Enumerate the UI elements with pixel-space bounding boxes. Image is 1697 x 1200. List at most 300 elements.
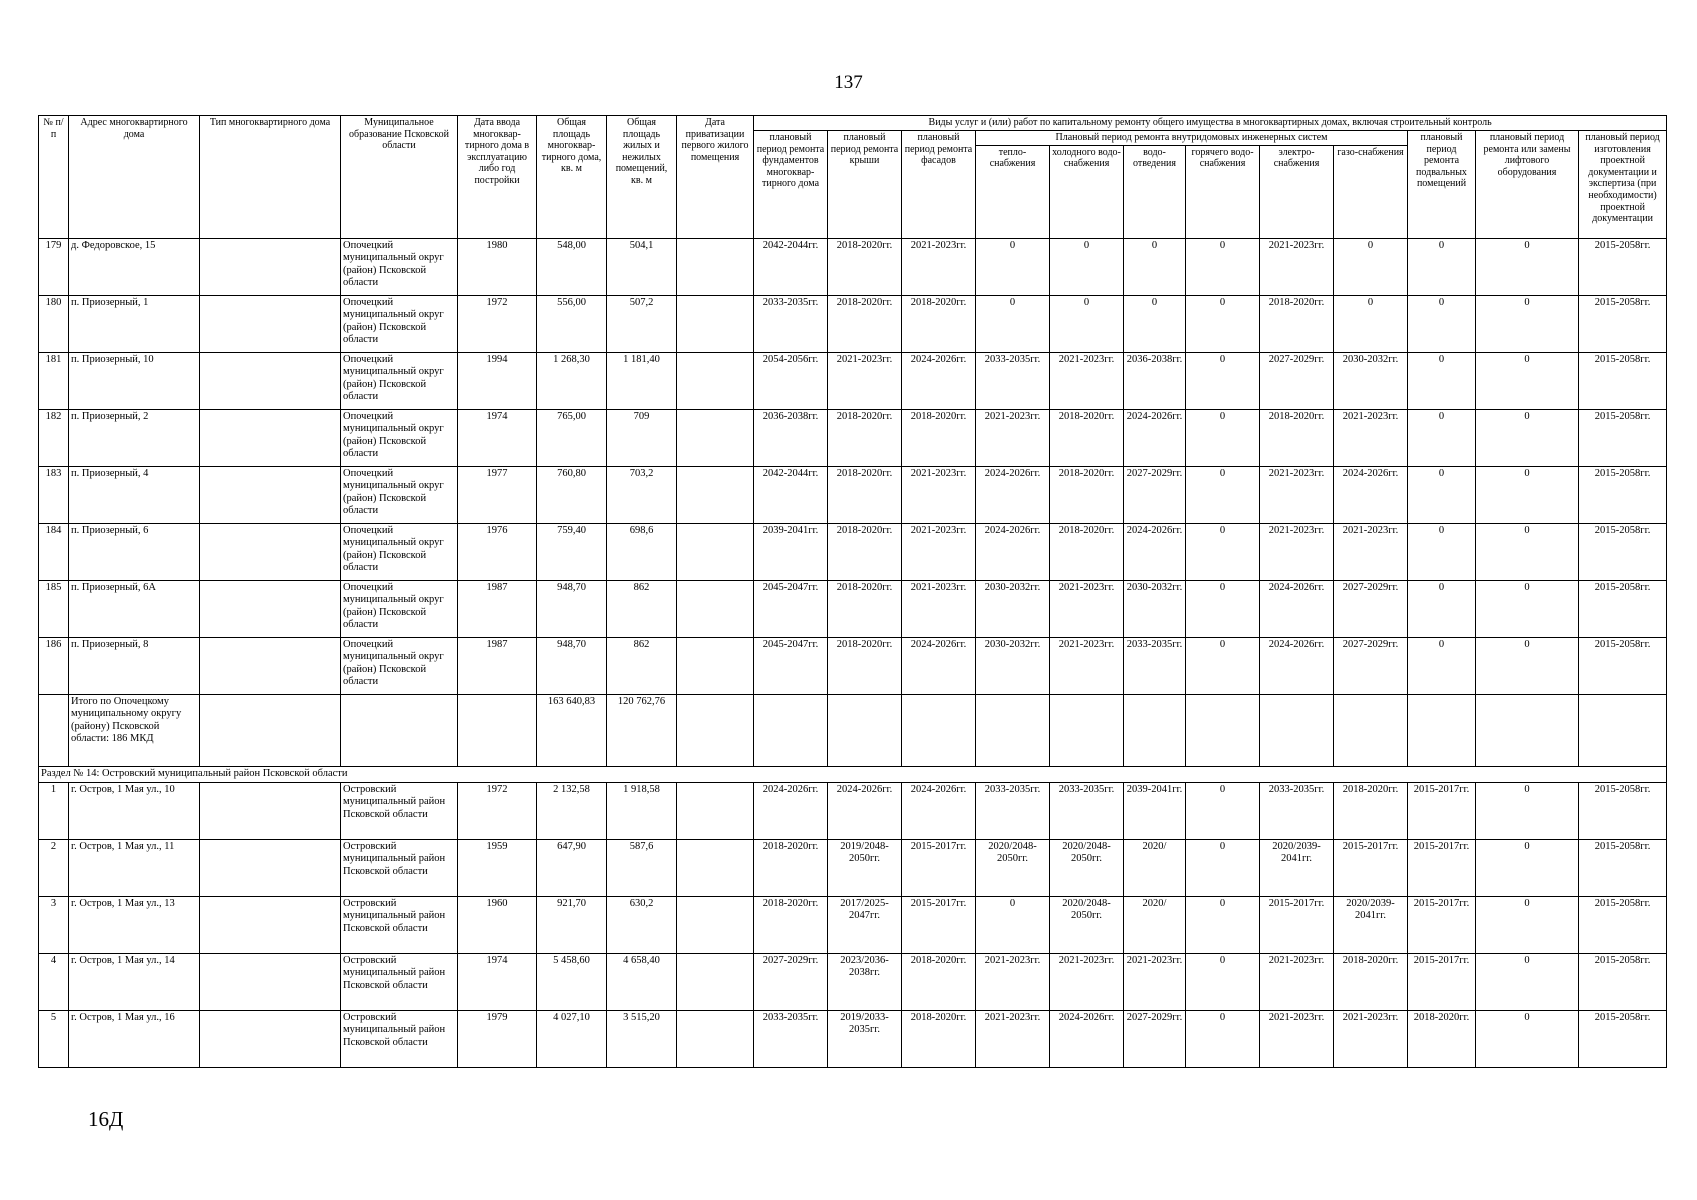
living-area-cell: 709 bbox=[607, 409, 677, 466]
address-cell: г. Остров, 1 Мая ул., 11 bbox=[69, 839, 200, 896]
table-row bbox=[39, 896, 1667, 953]
basement-cell: 0 bbox=[1408, 352, 1476, 409]
roof-cell: 2023/2036-2038гг. bbox=[828, 953, 902, 1010]
address-cell: г. Остров, 1 Мая ул., 16 bbox=[69, 1010, 200, 1067]
type-cell bbox=[200, 238, 341, 295]
elevator-cell: 0 bbox=[1476, 637, 1579, 694]
elevator-cell: 0 bbox=[1476, 953, 1579, 1010]
electricity-cell: 2021-2023гг. bbox=[1260, 466, 1334, 523]
page-number: 137 bbox=[834, 72, 863, 93]
row-number: 184 bbox=[39, 523, 69, 580]
heat-cell: 0 bbox=[976, 238, 1050, 295]
total-area-cell: 4 027,10 bbox=[537, 1010, 607, 1067]
address-cell: д. Федоровское, 15 bbox=[69, 238, 200, 295]
commission-year-cell: 1959 bbox=[458, 839, 537, 896]
facade-cell: 2018-2020гг. bbox=[902, 295, 976, 352]
row-number: 3 bbox=[39, 896, 69, 953]
col-address: Адрес многоквартирного дома bbox=[69, 116, 200, 239]
hot-water-cell: 0 bbox=[1186, 238, 1260, 295]
cold-water-cell: 2020/2048-2050гг. bbox=[1050, 896, 1124, 953]
row-number: 179 bbox=[39, 238, 69, 295]
living-area-cell: 862 bbox=[607, 637, 677, 694]
municipality-cell: Опочецкий муниципальный округ (район) Псковской области bbox=[341, 637, 458, 694]
living-area-cell: 1 181,40 bbox=[607, 352, 677, 409]
commission-year-cell: 1987 bbox=[458, 580, 537, 637]
privatization-cell bbox=[677, 839, 754, 896]
basement-cell: 0 bbox=[1408, 637, 1476, 694]
type-cell bbox=[200, 352, 341, 409]
living-area-cell: 504,1 bbox=[607, 238, 677, 295]
elevator-cell: 0 bbox=[1476, 409, 1579, 466]
electricity-cell: 2021-2023гг. bbox=[1260, 953, 1334, 1010]
section-title: Раздел № 14: Островский муниципальный район Псковской области bbox=[39, 766, 1667, 782]
table-row bbox=[39, 1010, 1667, 1067]
row-number: 186 bbox=[39, 637, 69, 694]
heat-cell: 2021-2023гг. bbox=[976, 953, 1050, 1010]
facade-cell: 2024-2026гг. bbox=[902, 352, 976, 409]
row-number: 5 bbox=[39, 1010, 69, 1067]
roof-cell: 2019/2048-2050гг. bbox=[828, 839, 902, 896]
privatization-cell bbox=[677, 295, 754, 352]
electricity-cell: 2021-2023гг. bbox=[1260, 238, 1334, 295]
electricity-cell: 2033-2035гг. bbox=[1260, 782, 1334, 839]
roof-cell: 2017/2025-2047гг. bbox=[828, 896, 902, 953]
col-hot-water: горячего водо-снабжения bbox=[1186, 145, 1260, 238]
elevator-cell: 0 bbox=[1476, 782, 1579, 839]
total-area-cell: 760,80 bbox=[537, 466, 607, 523]
commission-year-cell: 1960 bbox=[458, 896, 537, 953]
municipality-cell: Островский муниципальный район Псковской области bbox=[341, 896, 458, 953]
elevator-cell: 0 bbox=[1476, 839, 1579, 896]
total-area-cell: 948,70 bbox=[537, 637, 607, 694]
municipality-cell: Опочецкий муниципальный округ (район) Псковской области bbox=[341, 238, 458, 295]
roof-cell: 2018-2020гг. bbox=[828, 466, 902, 523]
commission-year-cell: 1974 bbox=[458, 953, 537, 1010]
hot-water-cell: 0 bbox=[1186, 523, 1260, 580]
cold-water-cell: 2018-2020гг. bbox=[1050, 523, 1124, 580]
commission-year-cell: 1977 bbox=[458, 466, 537, 523]
living-area-cell: 507,2 bbox=[607, 295, 677, 352]
drainage-cell: 2027-2029гг. bbox=[1124, 466, 1186, 523]
hot-water-cell: 0 bbox=[1186, 352, 1260, 409]
privatization-cell bbox=[677, 352, 754, 409]
cold-water-cell: 2033-2035гг. bbox=[1050, 782, 1124, 839]
drainage-cell: 2030-2032гг. bbox=[1124, 580, 1186, 637]
privatization-cell bbox=[677, 782, 754, 839]
design-cell: 2015-2058гг. bbox=[1579, 295, 1667, 352]
table-row bbox=[39, 637, 1667, 694]
heat-cell: 2030-2032гг. bbox=[976, 580, 1050, 637]
basement-cell: 0 bbox=[1408, 466, 1476, 523]
drainage-cell: 2027-2029гг. bbox=[1124, 1010, 1186, 1067]
address-cell: п. Приозерный, 10 bbox=[69, 352, 200, 409]
elevator-cell: 0 bbox=[1476, 295, 1579, 352]
elevator-cell: 0 bbox=[1476, 466, 1579, 523]
foundation-cell: 2042-2044гг. bbox=[754, 238, 828, 295]
type-cell bbox=[200, 896, 341, 953]
foundation-cell: 2033-2035гг. bbox=[754, 295, 828, 352]
commission-year-cell: 1974 bbox=[458, 409, 537, 466]
address-cell: п. Приозерный, 8 bbox=[69, 637, 200, 694]
gas-cell: 2021-2023гг. bbox=[1334, 1010, 1408, 1067]
living-area-sum: 120 762,76 bbox=[607, 694, 677, 766]
gas-cell: 2024-2026гг. bbox=[1334, 466, 1408, 523]
design-cell: 2015-2058гг. bbox=[1579, 782, 1667, 839]
total-area-cell: 5 458,60 bbox=[537, 953, 607, 1010]
heat-cell: 2021-2023гг. bbox=[976, 409, 1050, 466]
gas-cell: 2015-2017гг. bbox=[1334, 839, 1408, 896]
municipality-cell: Опочецкий муниципальный округ (район) Псковской области bbox=[341, 295, 458, 352]
drainage-cell: 2020/ bbox=[1124, 896, 1186, 953]
table-body-opochka bbox=[39, 238, 1667, 694]
col-cold-water: холодного водо-снабжения bbox=[1050, 145, 1124, 238]
municipality-cell: Опочецкий муниципальный округ (район) Псковской области bbox=[341, 466, 458, 523]
gas-cell: 2027-2029гг. bbox=[1334, 580, 1408, 637]
design-cell: 2015-2058гг. bbox=[1579, 637, 1667, 694]
hot-water-cell: 0 bbox=[1186, 409, 1260, 466]
foundation-cell: 2054-2056гг. bbox=[754, 352, 828, 409]
roof-cell: 2018-2020гг. bbox=[828, 580, 902, 637]
drainage-cell: 0 bbox=[1124, 295, 1186, 352]
col-roof: плановый период ремонта крыши bbox=[828, 131, 902, 239]
living-area-cell: 703,2 bbox=[607, 466, 677, 523]
privatization-cell bbox=[677, 409, 754, 466]
municipality-cell: Островский муниципальный район Псковской области bbox=[341, 782, 458, 839]
cold-water-cell: 2021-2023гг. bbox=[1050, 953, 1124, 1010]
roof-cell: 2019/2033-2035гг. bbox=[828, 1010, 902, 1067]
roof-cell: 2018-2020гг. bbox=[828, 295, 902, 352]
electricity-cell: 2021-2023гг. bbox=[1260, 1010, 1334, 1067]
type-cell bbox=[200, 782, 341, 839]
type-cell bbox=[200, 953, 341, 1010]
heat-cell: 0 bbox=[976, 896, 1050, 953]
privatization-cell bbox=[677, 523, 754, 580]
design-cell: 2015-2058гг. bbox=[1579, 839, 1667, 896]
foundation-cell: 2039-2041гг. bbox=[754, 523, 828, 580]
commission-year-cell: 1980 bbox=[458, 238, 537, 295]
foundation-cell: 2033-2035гг. bbox=[754, 1010, 828, 1067]
drainage-cell: 2024-2026гг. bbox=[1124, 409, 1186, 466]
facade-cell: 2018-2020гг. bbox=[902, 1010, 976, 1067]
heat-cell: 2030-2032гг. bbox=[976, 637, 1050, 694]
drainage-cell: 2039-2041гг. bbox=[1124, 782, 1186, 839]
type-cell bbox=[200, 580, 341, 637]
table-row bbox=[39, 953, 1667, 1010]
basement-cell: 2015-2017гг. bbox=[1408, 896, 1476, 953]
gas-cell: 2018-2020гг. bbox=[1334, 953, 1408, 1010]
roof-cell: 2018-2020гг. bbox=[828, 238, 902, 295]
design-cell: 2015-2058гг. bbox=[1579, 580, 1667, 637]
gas-cell: 0 bbox=[1334, 238, 1408, 295]
cold-water-cell: 2018-2020гг. bbox=[1050, 466, 1124, 523]
living-area-cell: 862 bbox=[607, 580, 677, 637]
hot-water-cell: 0 bbox=[1186, 295, 1260, 352]
col-facade: плановый период ремонта фасадов bbox=[902, 131, 976, 239]
facade-cell: 2018-2020гг. bbox=[902, 409, 976, 466]
foundation-cell: 2045-2047гг. bbox=[754, 580, 828, 637]
engineering-group-header: Плановый период ремонта внутридомовых инженерных систем bbox=[976, 131, 1408, 146]
col-design: плановый период изготовления проектной документации и экспертиза (при необходимости) проектной документации bbox=[1579, 131, 1667, 239]
row-number: 180 bbox=[39, 295, 69, 352]
municipality-cell: Островский муниципальный район Псковской области bbox=[341, 1010, 458, 1067]
type-cell bbox=[200, 466, 341, 523]
municipality-cell: Островский муниципальный район Псковской области bbox=[341, 953, 458, 1010]
col-elevator: плановый период ремонта или замены лифтового оборудования bbox=[1476, 131, 1579, 239]
table-body-summary bbox=[39, 694, 1667, 782]
footer-mark: 16Д bbox=[88, 1107, 124, 1131]
electricity-cell: 2021-2023гг. bbox=[1260, 523, 1334, 580]
table-row bbox=[39, 238, 1667, 295]
gas-cell: 2021-2023гг. bbox=[1334, 409, 1408, 466]
design-cell: 2015-2058гг. bbox=[1579, 953, 1667, 1010]
elevator-cell: 0 bbox=[1476, 238, 1579, 295]
col-gas: газо-снабжения bbox=[1334, 145, 1408, 238]
col-foundation: плановый период ремонта фундаментов многоквар-тирного дома bbox=[754, 131, 828, 239]
electricity-cell: 2020/2039-2041гг. bbox=[1260, 839, 1334, 896]
gas-cell: 0 bbox=[1334, 295, 1408, 352]
col-commission: Дата ввода многоквар-тирного дома в эксплуатацию либо год постройки bbox=[458, 116, 537, 239]
table-row bbox=[39, 782, 1667, 839]
drainage-cell: 2021-2023гг. bbox=[1124, 953, 1186, 1010]
foundation-cell: 2045-2047гг. bbox=[754, 637, 828, 694]
privatization-cell bbox=[677, 238, 754, 295]
basement-cell: 0 bbox=[1408, 523, 1476, 580]
basement-cell: 2018-2020гг. bbox=[1408, 1010, 1476, 1067]
commission-year-cell: 1994 bbox=[458, 352, 537, 409]
elevator-cell: 0 bbox=[1476, 523, 1579, 580]
drainage-cell: 0 bbox=[1124, 238, 1186, 295]
table-row bbox=[39, 466, 1667, 523]
commission-year-cell: 1987 bbox=[458, 637, 537, 694]
basement-cell: 0 bbox=[1408, 580, 1476, 637]
total-area-cell: 765,00 bbox=[537, 409, 607, 466]
roof-cell: 2021-2023гг. bbox=[828, 352, 902, 409]
electricity-cell: 2018-2020гг. bbox=[1260, 409, 1334, 466]
municipality-cell: Островский муниципальный район Псковской области bbox=[341, 839, 458, 896]
elevator-cell: 0 bbox=[1476, 352, 1579, 409]
basement-cell: 0 bbox=[1408, 238, 1476, 295]
total-label: Итого по Опочецкому муниципальному округу (району) Псковской области: 186 МКД bbox=[69, 694, 200, 766]
address-cell: п. Приозерный, 6А bbox=[69, 580, 200, 637]
capital-repair-table bbox=[38, 115, 1667, 1068]
col-total-area: Общая площадь многоквар-тирного дома, кв. м bbox=[537, 116, 607, 239]
col-municipality: Муниципальное образование Псковской области bbox=[341, 116, 458, 239]
cold-water-cell: 2018-2020гг. bbox=[1050, 409, 1124, 466]
gas-cell: 2020/2039-2041гг. bbox=[1334, 896, 1408, 953]
type-cell bbox=[200, 839, 341, 896]
drainage-cell: 2024-2026гг. bbox=[1124, 523, 1186, 580]
drainage-cell: 2036-2038гг. bbox=[1124, 352, 1186, 409]
address-cell: п. Приозерный, 2 bbox=[69, 409, 200, 466]
facade-cell: 2015-2017гг. bbox=[902, 839, 976, 896]
table-row bbox=[39, 839, 1667, 896]
address-cell: г. Остров, 1 Мая ул., 14 bbox=[69, 953, 200, 1010]
drainage-cell: 2020/ bbox=[1124, 839, 1186, 896]
electricity-cell: 2024-2026гг. bbox=[1260, 580, 1334, 637]
hot-water-cell: 0 bbox=[1186, 782, 1260, 839]
address-cell: г. Остров, 1 Мая ул., 13 bbox=[69, 896, 200, 953]
facade-cell: 2015-2017гг. bbox=[902, 896, 976, 953]
cold-water-cell: 2021-2023гг. bbox=[1050, 352, 1124, 409]
privatization-cell bbox=[677, 896, 754, 953]
total-area-cell: 759,40 bbox=[537, 523, 607, 580]
living-area-cell: 698,6 bbox=[607, 523, 677, 580]
hot-water-cell: 0 bbox=[1186, 953, 1260, 1010]
address-cell: п. Приозерный, 6 bbox=[69, 523, 200, 580]
table-row bbox=[39, 580, 1667, 637]
facade-cell: 2024-2026гг. bbox=[902, 782, 976, 839]
cold-water-cell: 0 bbox=[1050, 238, 1124, 295]
facade-cell: 2021-2023гг. bbox=[902, 238, 976, 295]
row-number: 1 bbox=[39, 782, 69, 839]
municipality-cell: Опочецкий муниципальный округ (район) Псковской области bbox=[341, 580, 458, 637]
heat-cell: 2033-2035гг. bbox=[976, 782, 1050, 839]
hot-water-cell: 0 bbox=[1186, 896, 1260, 953]
electricity-cell: 2015-2017гг. bbox=[1260, 896, 1334, 953]
cold-water-cell: 0 bbox=[1050, 295, 1124, 352]
section-row bbox=[39, 766, 1667, 782]
foundation-cell: 2018-2020гг. bbox=[754, 839, 828, 896]
col-type: Тип многоквартирного дома bbox=[200, 116, 341, 239]
design-cell: 2015-2058гг. bbox=[1579, 352, 1667, 409]
total-row bbox=[39, 694, 1667, 766]
facade-cell: 2021-2023гг. bbox=[902, 466, 976, 523]
type-cell bbox=[200, 637, 341, 694]
heat-cell: 2033-2035гг. bbox=[976, 352, 1050, 409]
foundation-cell: 2042-2044гг. bbox=[754, 466, 828, 523]
foundation-cell: 2036-2038гг. bbox=[754, 409, 828, 466]
row-number: 183 bbox=[39, 466, 69, 523]
total-area-cell: 548,00 bbox=[537, 238, 607, 295]
total-area-cell: 1 268,30 bbox=[537, 352, 607, 409]
row-number: 4 bbox=[39, 953, 69, 1010]
elevator-cell: 0 bbox=[1476, 1010, 1579, 1067]
living-area-cell: 630,2 bbox=[607, 896, 677, 953]
foundation-cell: 2024-2026гг. bbox=[754, 782, 828, 839]
col-heat: тепло-снабжения bbox=[976, 145, 1050, 238]
electricity-cell: 2024-2026гг. bbox=[1260, 637, 1334, 694]
facade-cell: 2021-2023гг. bbox=[902, 580, 976, 637]
total-area-cell: 647,90 bbox=[537, 839, 607, 896]
gas-cell: 2018-2020гг. bbox=[1334, 782, 1408, 839]
basement-cell: 2015-2017гг. bbox=[1408, 839, 1476, 896]
facade-cell: 2018-2020гг. bbox=[902, 953, 976, 1010]
col-living-area: Общая площадь жилых и нежилых помещений, кв. м bbox=[607, 116, 677, 239]
works-group-header: Виды услуг и (или) работ по капитальному ремонту общего имущества в многоквартирных домах, включая строительный контроль bbox=[754, 116, 1667, 131]
design-cell: 2015-2058гг. bbox=[1579, 409, 1667, 466]
table-row bbox=[39, 352, 1667, 409]
col-privatization: Дата приватизации первого жилого помещения bbox=[677, 116, 754, 239]
total-area-cell: 921,70 bbox=[537, 896, 607, 953]
hot-water-cell: 0 bbox=[1186, 1010, 1260, 1067]
table-row bbox=[39, 409, 1667, 466]
municipality-cell: Опочецкий муниципальный округ (район) Псковской области bbox=[341, 523, 458, 580]
basement-cell: 2015-2017гг. bbox=[1408, 953, 1476, 1010]
cold-water-cell: 2020/2048-2050гг. bbox=[1050, 839, 1124, 896]
electricity-cell: 2027-2029гг. bbox=[1260, 352, 1334, 409]
type-cell bbox=[200, 523, 341, 580]
heat-cell: 2024-2026гг. bbox=[976, 466, 1050, 523]
col-num: № п/п bbox=[39, 116, 69, 239]
living-area-cell: 4 658,40 bbox=[607, 953, 677, 1010]
foundation-cell: 2027-2029гг. bbox=[754, 953, 828, 1010]
table-row bbox=[39, 295, 1667, 352]
gas-cell: 2021-2023гг. bbox=[1334, 523, 1408, 580]
row-number: 181 bbox=[39, 352, 69, 409]
row-number: 185 bbox=[39, 580, 69, 637]
design-cell: 2015-2058гг. bbox=[1579, 466, 1667, 523]
address-cell: п. Приозерный, 1 bbox=[69, 295, 200, 352]
design-cell: 2015-2058гг. bbox=[1579, 1010, 1667, 1067]
foundation-cell: 2018-2020гг. bbox=[754, 896, 828, 953]
hot-water-cell: 0 bbox=[1186, 466, 1260, 523]
hot-water-cell: 0 bbox=[1186, 637, 1260, 694]
privatization-cell bbox=[677, 953, 754, 1010]
commission-year-cell: 1972 bbox=[458, 295, 537, 352]
basement-cell: 0 bbox=[1408, 295, 1476, 352]
row-number: 2 bbox=[39, 839, 69, 896]
privatization-cell bbox=[677, 466, 754, 523]
address-cell: г. Остров, 1 Мая ул., 10 bbox=[69, 782, 200, 839]
facade-cell: 2024-2026гг. bbox=[902, 637, 976, 694]
elevator-cell: 0 bbox=[1476, 896, 1579, 953]
col-electricity: электро-снабжения bbox=[1260, 145, 1334, 238]
col-basement: плановый период ремонта подвальных помещений bbox=[1408, 131, 1476, 239]
living-area-cell: 1 918,58 bbox=[607, 782, 677, 839]
privatization-cell bbox=[677, 580, 754, 637]
living-area-cell: 587,6 bbox=[607, 839, 677, 896]
cold-water-cell: 2021-2023гг. bbox=[1050, 637, 1124, 694]
type-cell bbox=[200, 409, 341, 466]
basement-cell: 2015-2017гг. bbox=[1408, 782, 1476, 839]
total-area-cell: 948,70 bbox=[537, 580, 607, 637]
type-cell bbox=[200, 295, 341, 352]
type-cell bbox=[200, 1010, 341, 1067]
col-drainage: водо-отведения bbox=[1124, 145, 1186, 238]
cold-water-cell: 2021-2023гг. bbox=[1050, 580, 1124, 637]
design-cell: 2015-2058гг. bbox=[1579, 896, 1667, 953]
heat-cell: 0 bbox=[976, 295, 1050, 352]
roof-cell: 2018-2020гг. bbox=[828, 637, 902, 694]
total-area-sum: 163 640,83 bbox=[537, 694, 607, 766]
address-cell: п. Приозерный, 4 bbox=[69, 466, 200, 523]
roof-cell: 2018-2020гг. bbox=[828, 523, 902, 580]
roof-cell: 2024-2026гг. bbox=[828, 782, 902, 839]
design-cell: 2015-2058гг. bbox=[1579, 238, 1667, 295]
table-body-ostrov bbox=[39, 782, 1667, 1067]
commission-year-cell: 1972 bbox=[458, 782, 537, 839]
drainage-cell: 2033-2035гг. bbox=[1124, 637, 1186, 694]
cold-water-cell: 2024-2026гг. bbox=[1050, 1010, 1124, 1067]
privatization-cell bbox=[677, 637, 754, 694]
municipality-cell: Опочецкий муниципальный округ (район) Псковской области bbox=[341, 352, 458, 409]
heat-cell: 2024-2026гг. bbox=[976, 523, 1050, 580]
design-cell: 2015-2058гг. bbox=[1579, 523, 1667, 580]
municipality-cell: Опочецкий муниципальный округ (район) Псковской области bbox=[341, 409, 458, 466]
privatization-cell bbox=[677, 1010, 754, 1067]
facade-cell: 2021-2023гг. bbox=[902, 523, 976, 580]
gas-cell: 2027-2029гг. bbox=[1334, 637, 1408, 694]
gas-cell: 2030-2032гг. bbox=[1334, 352, 1408, 409]
basement-cell: 0 bbox=[1408, 409, 1476, 466]
total-area-cell: 556,00 bbox=[537, 295, 607, 352]
hot-water-cell: 0 bbox=[1186, 839, 1260, 896]
elevator-cell: 0 bbox=[1476, 580, 1579, 637]
hot-water-cell: 0 bbox=[1186, 580, 1260, 637]
row-number: 182 bbox=[39, 409, 69, 466]
table-row bbox=[39, 523, 1667, 580]
heat-cell: 2020/2048-2050гг. bbox=[976, 839, 1050, 896]
